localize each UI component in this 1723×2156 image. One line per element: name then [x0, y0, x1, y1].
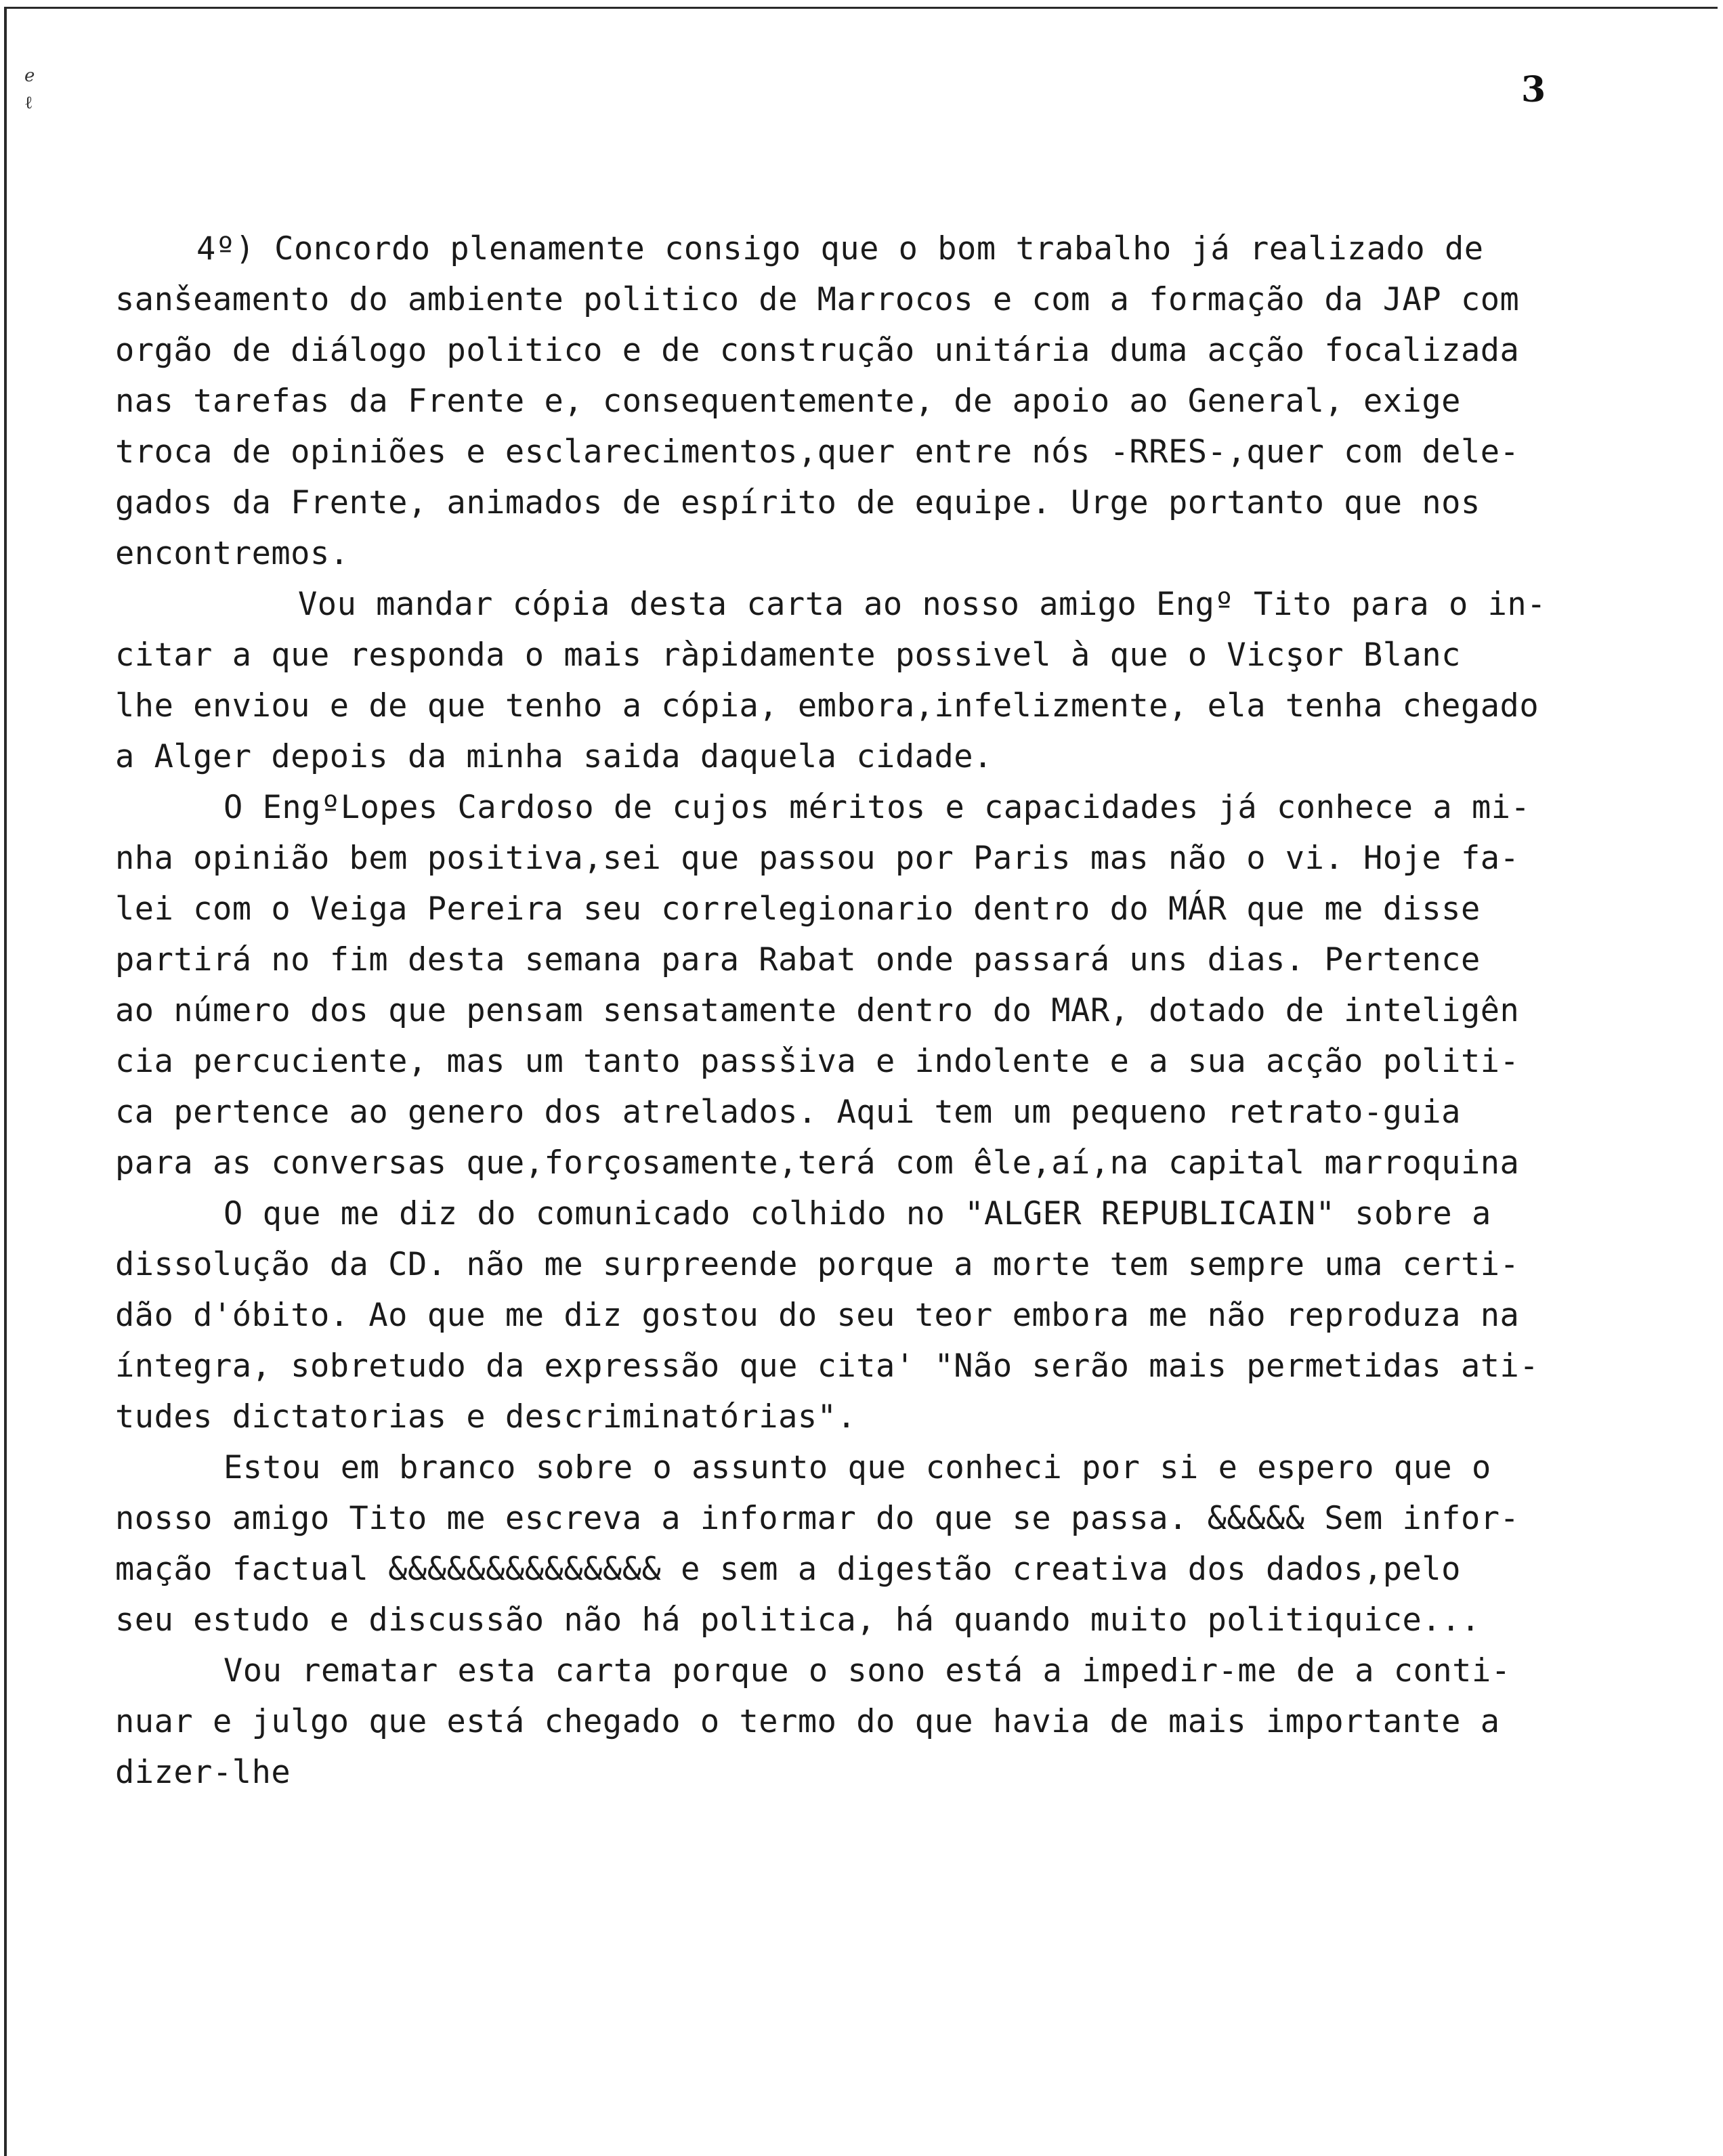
text-line: dissolução da CD. não me surpreende porque a morte tem sempre uma certi- — [115, 1246, 1520, 1283]
text-line: troca de opiniões e esclarecimentos,quer entre nós -RRES-,quer com dele- — [115, 433, 1520, 471]
text-line: nas tarefas da Frente e, consequentemente, de apoio ao General, exige — [115, 383, 1461, 420]
text-line: orgão de diálogo politico e de construção unitária duma acção focalizada — [115, 332, 1520, 369]
text-line: sanšeamento do ambiente politico de Marrocos e com a formação da JAP com — [115, 281, 1520, 318]
text-line: dizer-lhe — [115, 1754, 291, 1791]
text-line: seu estudo e discussão não há politica, há quando muito politiquice... — [115, 1601, 1481, 1639]
margin-mark: ℓ — [24, 93, 33, 113]
text-line: a Alger depois da minha saida daquela cidade. — [115, 738, 993, 775]
text-line: cia percuciente, mas um tanto passšiva e indolente e a sua acção politi- — [115, 1043, 1520, 1080]
text-line: para as conversas que,forçosamente,terá com êle,aí,na capital marroquina — [115, 1144, 1520, 1182]
text-line: ca pertence ao genero dos atrelados. Aqui tem um pequeno retrato-guia — [115, 1094, 1461, 1131]
text-line: nosso amigo Tito me escreva a informar do que se passa. &&&&& Sem infor- — [115, 1500, 1520, 1537]
text-line: íntegra, sobretudo da expressão que cita' "Não serão mais permetidas ati- — [115, 1348, 1539, 1385]
page-top-edge — [4, 7, 1718, 9]
text-line: O que me diz do comunicado colhido no "ALGER REPUBLICAIN" sobre a — [224, 1195, 1491, 1232]
text-line: lhe enviou e de que tenho a cópia, embora,infelizmente, ela tenha chegado — [115, 687, 1539, 725]
margin-marks — [24, 62, 35, 116]
text-line: 4º) Concordo plenamente consigo que o bom trabalho já realizado de — [196, 230, 1484, 267]
page-number: 3 — [1521, 69, 1546, 110]
text-line: O EngºLopes Cardoso de cujos méritos e capacidades já conhece a mi- — [224, 789, 1531, 826]
text-line: encontremos. — [115, 535, 349, 572]
text-line: dão d'óbito. Ao que me diz gostou do seu teor embora me não reproduza na — [115, 1297, 1520, 1334]
text-line: nuar e julgo que está chegado o termo do que havia de mais importante a — [115, 1703, 1500, 1740]
text-line: tudes dictatorias e descriminatórias". — [115, 1398, 857, 1436]
text-line: Estou em branco sobre o assunto que conheci por si e espero que o — [224, 1449, 1491, 1486]
text-line: nha opinião bem positiva,sei que passou por Paris mas não o vi. Hoje fa- — [115, 840, 1520, 877]
letter-body — [115, 223, 1632, 1798]
text-line: gados da Frente, animados de espírito de equipe. Urge portanto que nos — [115, 484, 1481, 521]
page-left-edge — [4, 7, 7, 2156]
text-line: ao número dos que pensam sensatamente dentro do MAR, dotado de inteligên — [115, 992, 1520, 1029]
text-line: citar a que responda o mais ràpidamente possivel à que o Vicşor Blanc — [115, 637, 1461, 674]
text-line: mação factual &&&&&&&&&&&&&& e sem a digestão creativa dos dados,pelo — [115, 1551, 1461, 1588]
text-line: partirá no fim desta semana para Rabat onde passará uns dias. Pertence — [115, 941, 1481, 978]
text-line: lei com o Veiga Pereira seu correlegionario dentro do MÁR que me disse — [115, 890, 1481, 928]
text-line: Vou rematar esta carta porque o sono está a impedir-me de a conti- — [224, 1652, 1511, 1689]
margin-mark: ℯ — [24, 66, 35, 86]
text-line: Vou mandar cópia desta carta ao nosso amigo Engº Tito para o in- — [298, 586, 1546, 623]
